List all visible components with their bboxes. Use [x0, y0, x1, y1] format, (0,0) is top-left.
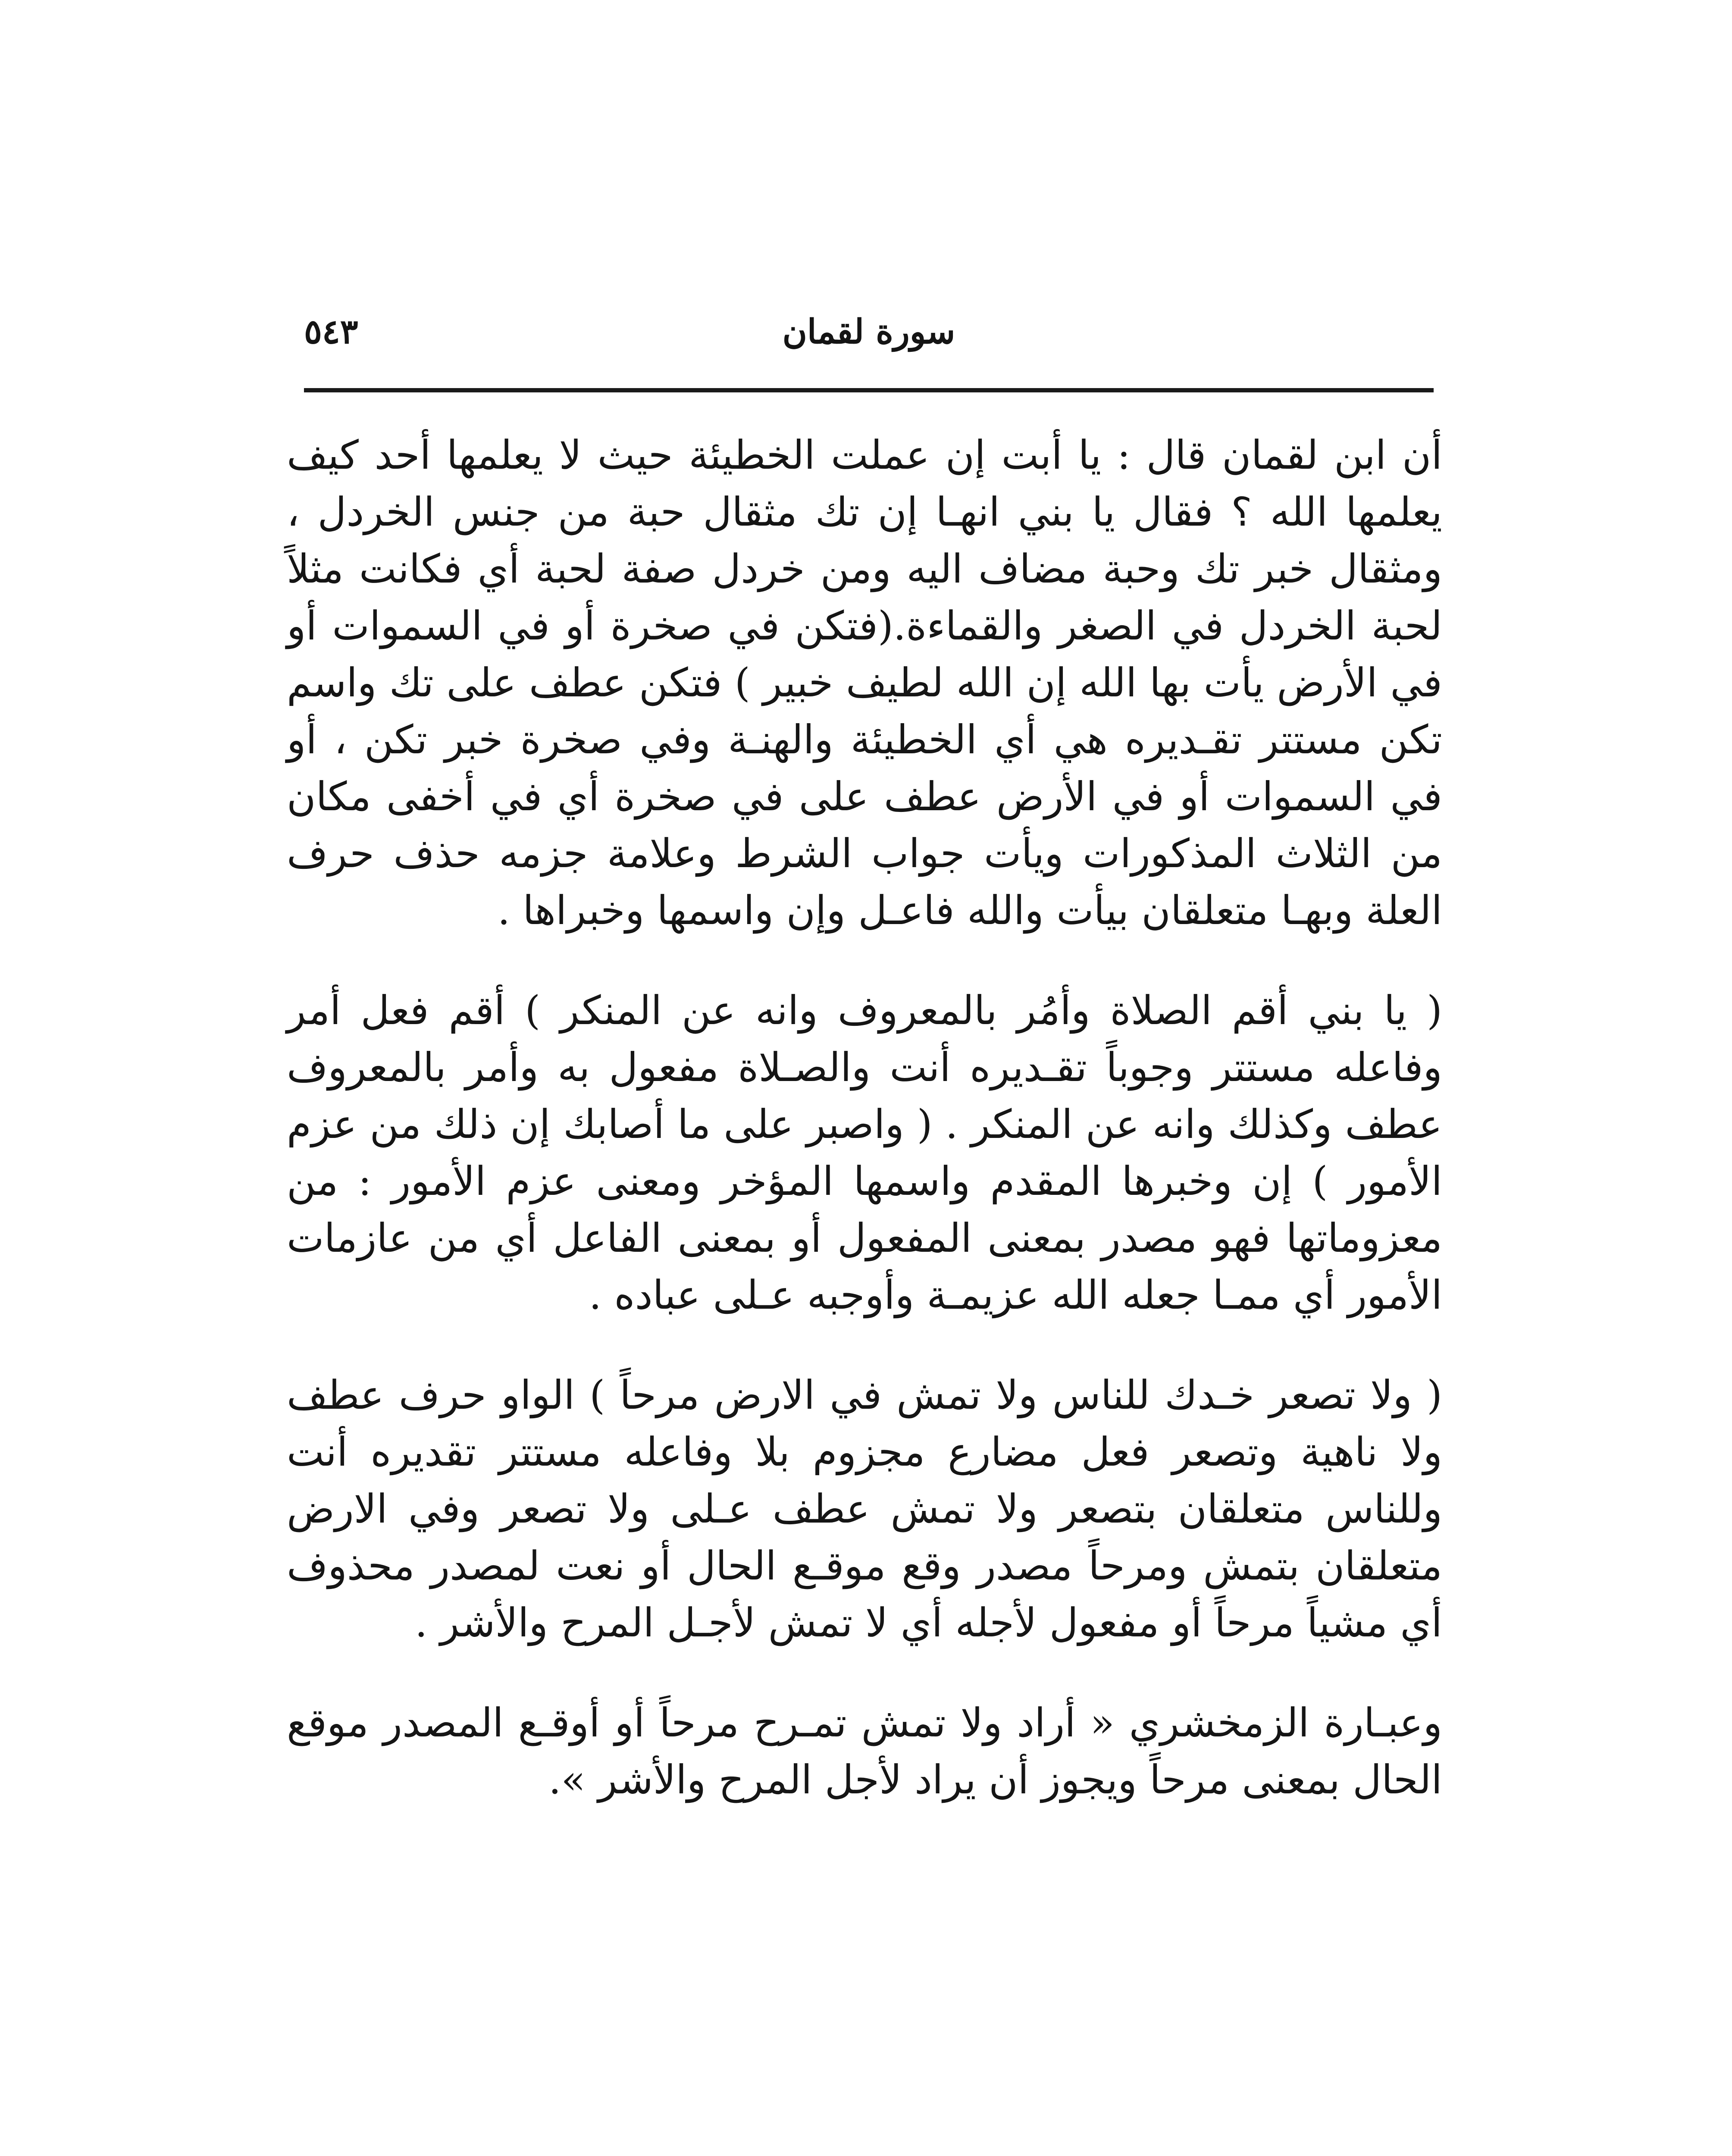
paragraph-4: وعبـارة الزمخشري « أراد ولا تمش تمـرح مرحاً أو أوقـع المصدر موقع الحال بمعنى مرحاً ويجوز أن يراد لأجل المرح والأشر ».	[287, 1700, 1442, 1803]
paragraph-2: ( يا بني أقم الصلاة وأمُر بالمعروف وانه عن المنكر ) أقم فعل أمر وفاعله مستتر وجوباً تقـديره أنت والصـلاة مفعول به وأمر بالمعروف عطف وكذلك وانه عن المنكر . ( واصبر على ما أصابك إن ذلك من عزم الأمور ) إن وخبرها المقدم واسمها المؤخر ومعنى عزم الأمور : من معزوماتها فهو مصدر بمعنى المفعول أو بمعنى الفاعل أي من عازمات الأمور أي ممـا جعله الله عزيمـة وأوجبه عـلى عباده .	[287, 987, 1442, 1318]
paragraph-3: ( ولا تصعر خـدك للناس ولا تمش في الارض مرحاً ) الواو حرف عطف ولا ناهية وتصعر فعل مضارع مجزوم بلا وفاعله مستتر تقديره أنت وللناس متعلقان بتصعر ولا تمش عطف عـلى ولا تصعر وفي الارض متعلقان بتمش ومرحاً مصدر وقع موقـع الحال أو نعت لمصدر محذوف أي مشياً مرحاً أو مفعول لأجله أي لا تمش لأجـل المرح والأشر .	[287, 1372, 1442, 1646]
surah-title: سورة لقمان	[782, 312, 955, 351]
header-divider	[304, 388, 1434, 392]
page-header	[304, 302, 1434, 362]
paragraph-1: أن ابن لقمان قال : يا أبت إن عملت الخطيئة حيث لا يعلمها أحد كيف يعلمها الله ؟ فقال يا بني انهـا إن تك مثقال حبة من جنس الخردل ، ومثقال خبر تك وحبة مضاف اليه ومن خردل صفة لحبة أي فكانت مثلاً لحبة الخردل في الصغر والقماءة.(فتكن في صخرة أو في السموات أو في الأرض يأت بها الله إن الله لطيف خبير ) فتكن عطف على تك واسم تكن مستتر تقـديره هي أي الخطيئة والهنـة وفي صخرة خبر تكن ، أو في السموات أو في الأرض عطف على في صخرة أي في أخفى مكان من الثلاث المذكورات ويأت جواب الشرط وعلامة جزمه حذف حرف العلة وبهـا متعلقان بيأت والله فاعـل وإن واسمها وخبراها .	[287, 432, 1443, 934]
page-number: ٥٤٣	[304, 312, 358, 351]
page-body	[287, 427, 1442, 1808]
